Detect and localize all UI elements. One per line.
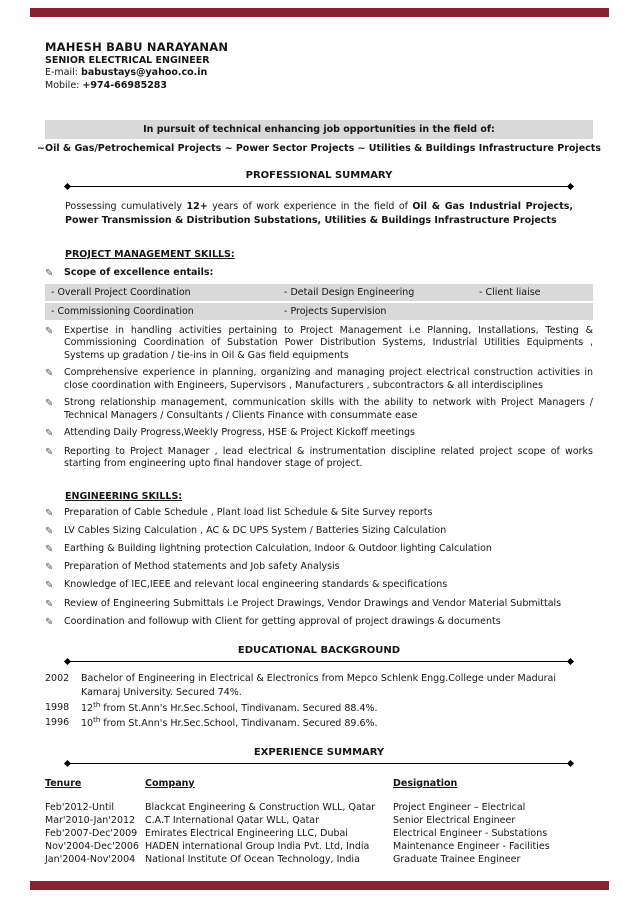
scope-table bbox=[45, 284, 593, 320]
cell-designation: Graduate Trainee Engineer bbox=[393, 853, 521, 865]
divider-rule bbox=[70, 661, 568, 662]
section-heading-professional-summary: PROFESSIONAL SUMMARY bbox=[245, 170, 393, 181]
cell-tenure: Feb'2007-Dec'2009 bbox=[45, 827, 138, 839]
pencil-bullet-icon: ✎ bbox=[45, 525, 54, 537]
scope-row bbox=[45, 284, 593, 301]
pencil-bullet-icon: ✎ bbox=[45, 446, 54, 458]
pencil-bullet-icon: ✎ bbox=[45, 598, 54, 610]
section-heading-experience: EXPERIENCE SUMMARY bbox=[253, 746, 385, 758]
education-row bbox=[45, 716, 593, 730]
experience-table bbox=[45, 778, 593, 866]
summary-bold-years: 12+ bbox=[186, 201, 208, 212]
diamond-right-icon bbox=[567, 658, 574, 665]
diamond-left-icon bbox=[64, 183, 71, 190]
subheading-engineering-skills: ENGINEERING SKILLS: bbox=[65, 490, 183, 502]
education-year: 2002 bbox=[45, 672, 70, 684]
pencil-bullet-icon: ✎ bbox=[45, 368, 54, 380]
objective-line1: In pursuit of technical enhancing job opportunities in the field of: bbox=[45, 120, 593, 139]
bullet-text: Attending Daily Progress,Weekly Progress, HSE & Project Kickoff meetings bbox=[64, 427, 415, 439]
table-row bbox=[45, 814, 593, 827]
pencil-bullet-icon: ✎ bbox=[45, 267, 54, 279]
section-divider bbox=[65, 761, 573, 766]
mobile-label: Mobile: bbox=[45, 80, 80, 91]
list-item bbox=[45, 325, 593, 363]
list-item bbox=[45, 397, 593, 422]
cell-tenure: Jan'2004-Nov'2004 bbox=[45, 853, 136, 865]
table-row bbox=[45, 853, 593, 866]
education-year: 1996 bbox=[45, 717, 70, 729]
divider-rule bbox=[70, 186, 568, 187]
bullet-text: Expertise in handling activities pertaining to Project Management i.e Planning, Installations, Testing & Commissioning Coordination of Substation Power Distribution Systems, Industrial Utilities Equipments , Systems up gradation / tie-ins in Oil & Gas field equipments bbox=[64, 324, 593, 361]
bullet-text: Comprehensive experience in planning, organizing and managing project electrical construction activities in close coordination with Engineers, Supervisors , Manufacturers , subcontractors & all interdisciplines bbox=[64, 367, 593, 391]
email-line bbox=[45, 67, 593, 79]
pencil-bullet-icon: ✎ bbox=[45, 544, 54, 556]
summary-paragraph bbox=[65, 200, 573, 229]
table-row bbox=[45, 801, 593, 814]
pencil-bullet-icon: ✎ bbox=[45, 616, 54, 628]
header bbox=[45, 40, 593, 92]
bullet-text: LV Cables Sizing Calculation , AC & DC UPS System / Batteries Sizing Calculation bbox=[64, 524, 447, 536]
project-management-bullets bbox=[45, 325, 593, 471]
cell-company: Blackcat Engineering & Construction WLL, Qatar bbox=[145, 801, 376, 813]
cell-company: Emirates Electrical Engineering LLC, Dubai bbox=[145, 827, 348, 839]
table-row bbox=[45, 840, 593, 853]
scope-cell: - Client liaise bbox=[479, 286, 541, 298]
subheading-project-management-skills: PROJECT MANAGEMENT SKILLS: bbox=[65, 248, 235, 260]
bullet-text: Review of Engineering Submittals i.e Project Drawings, Vendor Drawings and Vendor Material Submittals bbox=[64, 597, 562, 609]
bullet-text: Earthing & Building lightning protection Calculation, Indoor & Outdoor lighting Calculation bbox=[64, 543, 492, 555]
education-row bbox=[45, 701, 593, 715]
education-detail-main: Bachelor of Engineering in Electrical & Electronics from Mepco Schlenk Engg.College under Madurai Kamaraj University. Secured 74%. bbox=[81, 672, 556, 699]
list-item bbox=[45, 427, 593, 440]
cell-company: National Institute Of Ocean Technology, India bbox=[145, 853, 360, 865]
education-year: 1998 bbox=[45, 701, 70, 713]
education-detail-rest: from St.Ann's Hr.Sec.School, Tindivanam. Secured 89.6%. bbox=[100, 718, 378, 730]
diamond-left-icon bbox=[64, 658, 71, 665]
cell-designation: Electrical Engineer - Substations bbox=[393, 827, 548, 839]
experience-table-header bbox=[45, 778, 593, 789]
column-header-company: Company bbox=[145, 777, 195, 789]
diamond-left-icon bbox=[64, 760, 71, 767]
summary-text-1: Possessing cumulatively bbox=[65, 201, 187, 212]
education-detail-main: 12 bbox=[81, 702, 94, 714]
divider-rule bbox=[70, 763, 568, 764]
section-divider bbox=[65, 184, 573, 189]
cell-designation: Maintenance Engineer - Facilities bbox=[393, 840, 550, 852]
list-item bbox=[45, 525, 593, 538]
scope-cell: - Projects Supervision bbox=[284, 305, 387, 317]
objective-line2: ~Oil & Gas/Petrochemical Projects ~ Power Sector Projects ~ Utilities & Buildings Infrastructure Projects bbox=[37, 143, 601, 154]
list-item bbox=[45, 579, 593, 592]
scope-cell: - Commissioning Coordination bbox=[51, 305, 194, 317]
bullet-text: Reporting to Project Manager , lead electrical & instrumentation discipline related project scope of works starting from engineering upto final handover stage of project. bbox=[64, 445, 593, 470]
pencil-bullet-icon: ✎ bbox=[45, 325, 54, 337]
education-detail bbox=[81, 716, 593, 730]
pencil-bullet-icon: ✎ bbox=[45, 580, 54, 592]
education-detail-sup: th bbox=[93, 700, 101, 709]
cell-designation: Project Engineer – Electrical bbox=[393, 801, 526, 813]
email-value: babustays@yahoo.co.in bbox=[81, 67, 208, 78]
education-detail-main: 10 bbox=[81, 718, 94, 730]
cell-company: C.A.T International Qatar WLL, Qatar bbox=[145, 814, 320, 826]
bullet-text: Preparation of Cable Schedule , Plant load list Schedule & Site Survey reports bbox=[64, 506, 433, 518]
scope-cell bbox=[479, 306, 593, 317]
objective-banner bbox=[37, 120, 601, 154]
education-detail bbox=[81, 701, 593, 715]
list-item bbox=[45, 561, 593, 574]
list-item bbox=[45, 367, 593, 392]
cell-company: HADEN international Group India Pvt. Ltd, India bbox=[145, 840, 370, 852]
scope-cell: - Detail Design Engineering bbox=[284, 286, 415, 298]
bullet-text: Strong relationship management, communication skills with the ability to network with Project Managers / Technical Managers / Consultants / Clients Finance with consummate ease bbox=[64, 397, 593, 421]
cell-designation: Senior Electrical Engineer bbox=[393, 814, 516, 826]
list-item bbox=[45, 598, 593, 611]
education-rows bbox=[45, 672, 593, 731]
education-detail-rest: from St.Ann's Hr.Sec.School, Tindivanam. Secured 88.4%. bbox=[100, 702, 378, 714]
education-detail-sup: th bbox=[93, 716, 101, 725]
engineering-bullets bbox=[45, 507, 593, 629]
pencil-bullet-icon: ✎ bbox=[45, 562, 54, 574]
education-row bbox=[45, 672, 593, 700]
list-item bbox=[45, 446, 593, 471]
list-item bbox=[45, 543, 593, 556]
pencil-bullet-icon: ✎ bbox=[45, 428, 54, 440]
cell-tenure: Mar'2010-Jan'2012 bbox=[45, 814, 136, 826]
scope-label: Scope of excellence entails: bbox=[64, 266, 214, 278]
mobile-line bbox=[45, 80, 593, 92]
experience-rows bbox=[45, 801, 593, 866]
education-detail bbox=[81, 672, 593, 700]
bottom-border-bar bbox=[30, 881, 609, 890]
diamond-right-icon bbox=[567, 183, 574, 190]
list-item bbox=[45, 507, 593, 520]
email-label: E-mail: bbox=[45, 67, 78, 78]
candidate-name: MAHESH BABU NARAYANAN bbox=[45, 40, 229, 54]
column-header-tenure: Tenure bbox=[45, 777, 82, 789]
column-header-designation: Designation bbox=[393, 777, 458, 789]
list-item bbox=[45, 616, 593, 629]
scope-row bbox=[45, 303, 593, 320]
cell-tenure: Feb'2012-Until bbox=[45, 801, 115, 813]
mobile-value: +974-66985283 bbox=[82, 80, 168, 91]
top-border-bar bbox=[30, 8, 609, 17]
table-row bbox=[45, 827, 593, 840]
summary-text-2: years of work experience in the field of bbox=[207, 201, 413, 212]
cell-tenure: Nov'2004-Dec'2006 bbox=[45, 840, 139, 852]
bullet-text: Preparation of Method statements and Job safety Analysis bbox=[64, 561, 340, 573]
bullet-text: Knowledge of IEC,IEEE and relevant local engineering standards & specifications bbox=[64, 579, 448, 591]
section-divider bbox=[65, 659, 573, 664]
section-heading-education: EDUCATIONAL BACKGROUND bbox=[237, 644, 401, 656]
scope-bullet bbox=[45, 267, 593, 280]
pencil-bullet-icon: ✎ bbox=[45, 507, 54, 519]
diamond-right-icon bbox=[567, 760, 574, 767]
pencil-bullet-icon: ✎ bbox=[45, 398, 54, 410]
scope-cell: - Overall Project Coordination bbox=[51, 286, 191, 298]
candidate-title: SENIOR ELECTRICAL ENGINEER bbox=[45, 55, 210, 66]
summary-bold-fields: Oil & Gas Industrial Projects, Power Transmission & Distribution Substations, Utilities & Buildings Infrastructure Projects bbox=[65, 201, 573, 227]
bullet-text: Coordination and followup with Client for getting approval of project drawings & documents bbox=[64, 615, 501, 627]
